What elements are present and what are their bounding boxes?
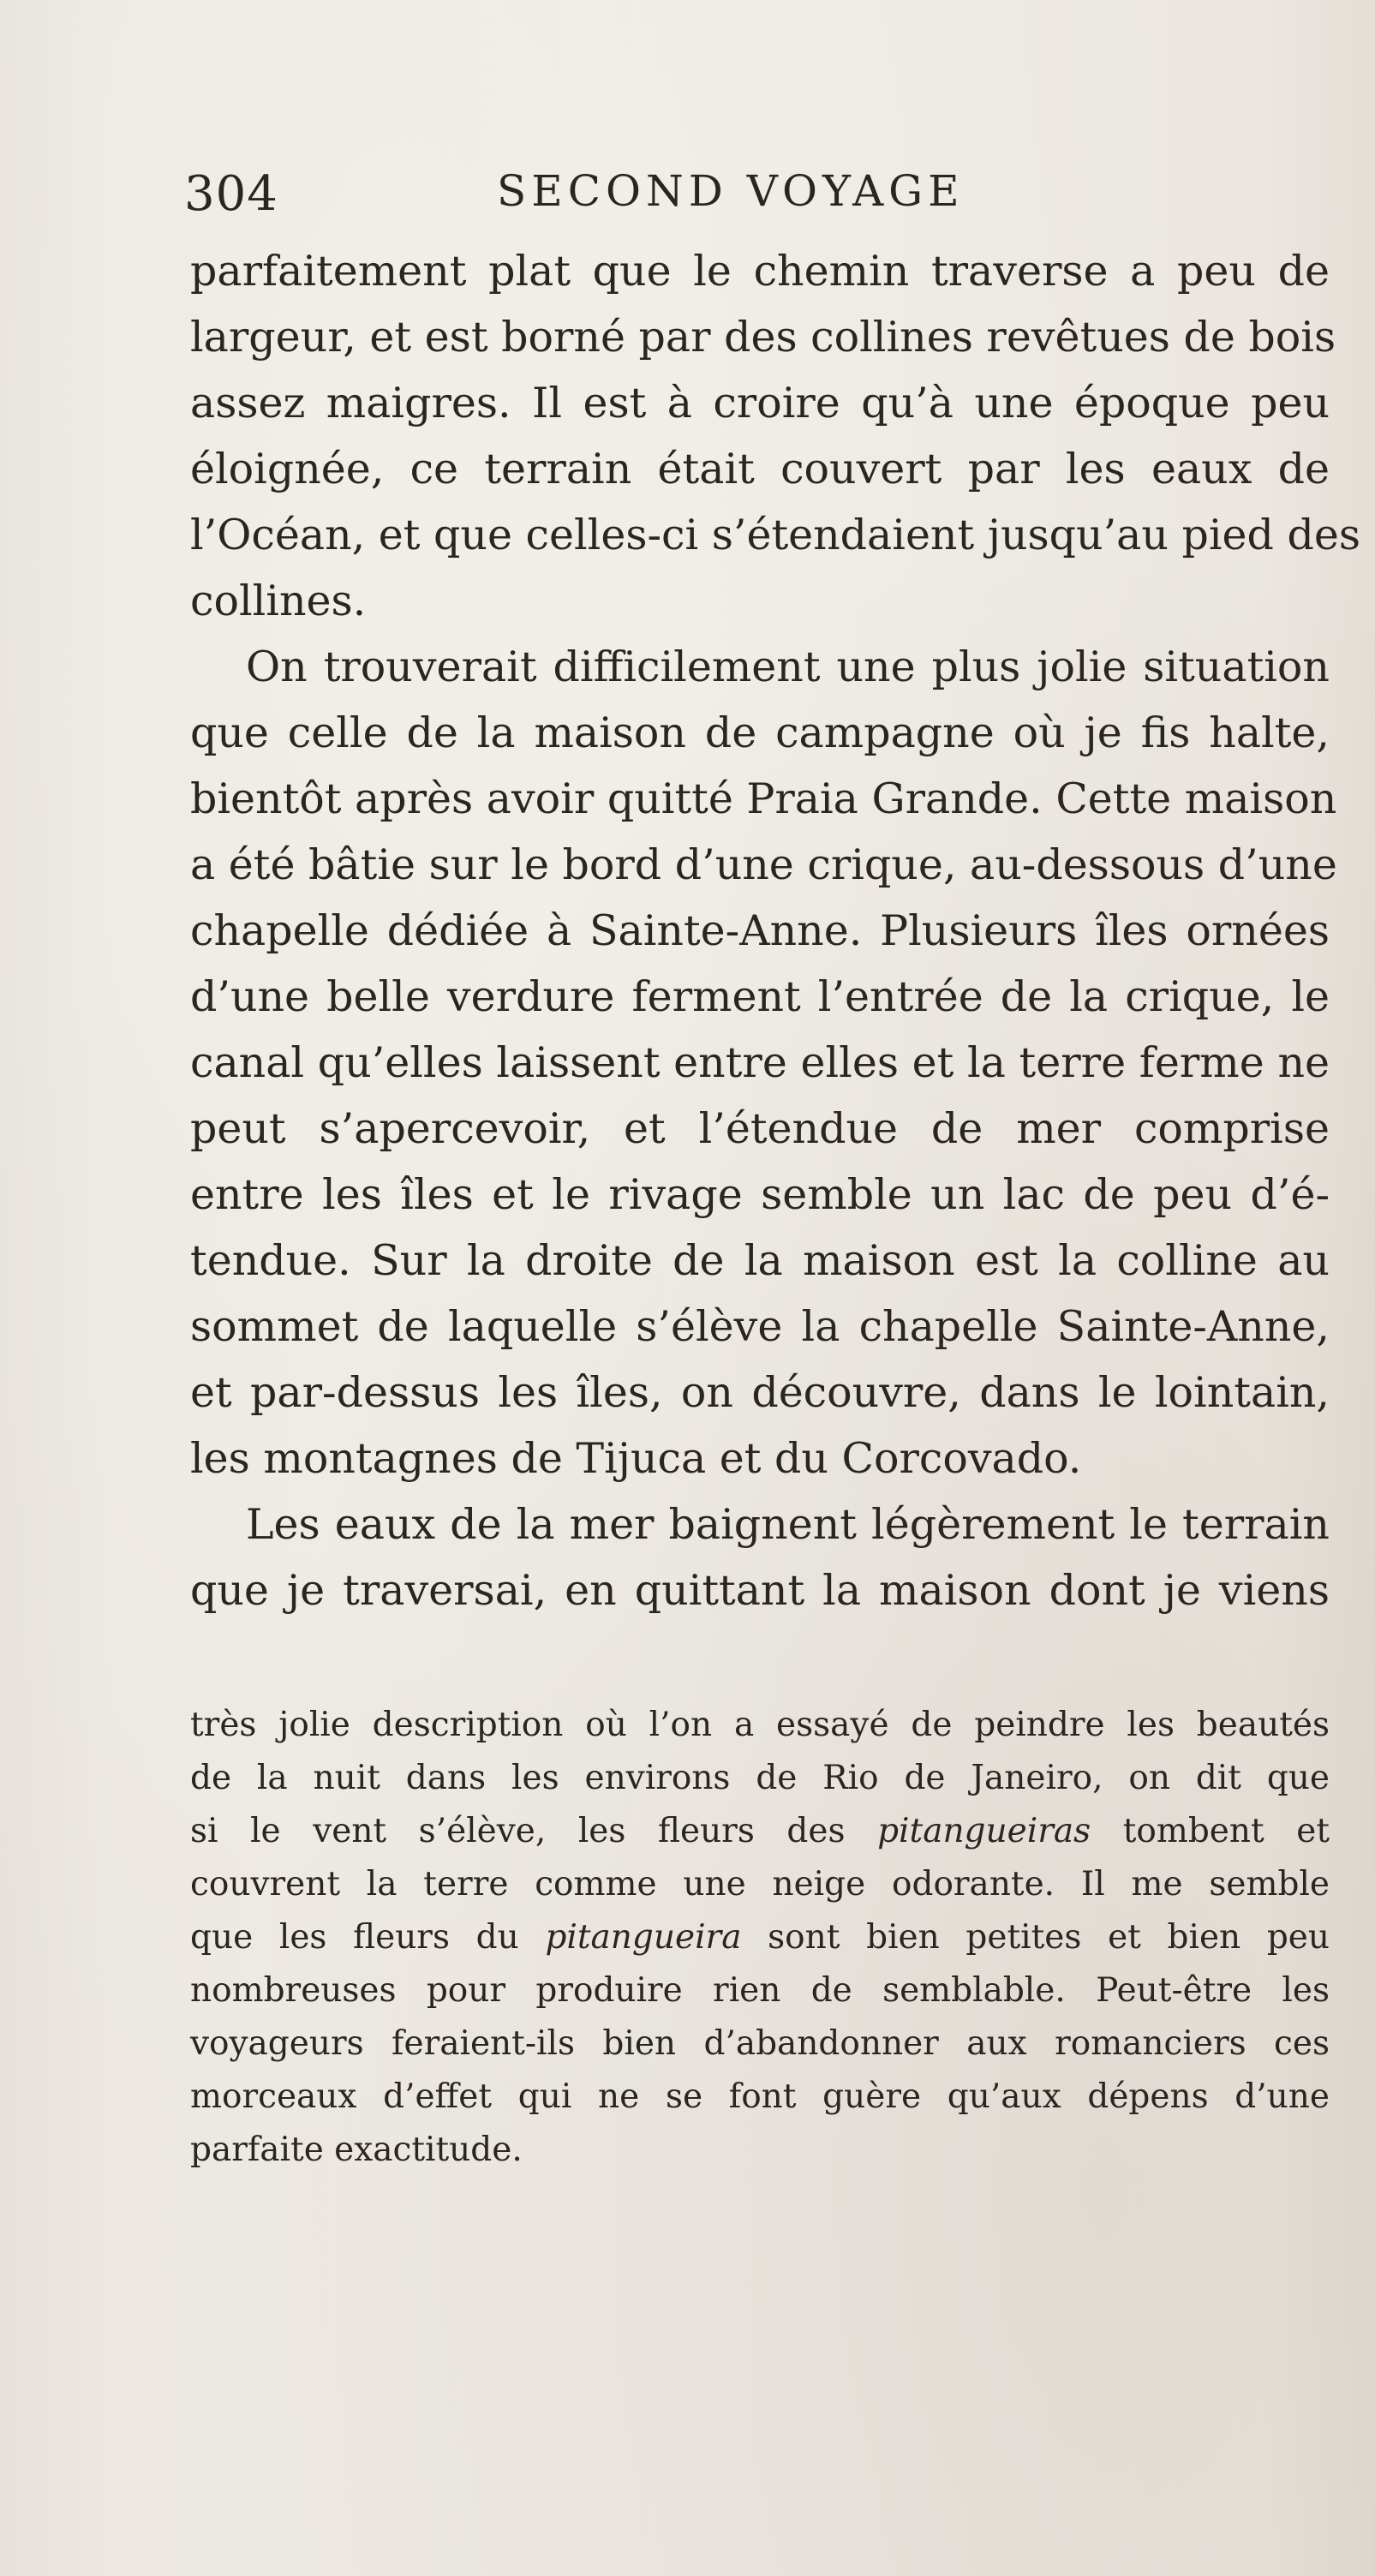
footnote-line: de la nuit dans les environs de Rio de Janeiro, on dit que <box>190 1759 1330 1797</box>
footnote-line <box>190 1805 1330 1858</box>
running-head: SECOND VOYAGE <box>497 166 965 216</box>
text-line: collines. <box>190 577 367 625</box>
footnote-line: couvrent la terre comme une neige odorante. Il me semble <box>190 1865 1330 1904</box>
text-line: l’Océan, et que celles-ci s’étendaient jusqu’au pied des <box>190 511 1360 559</box>
footnote-line: parfaite exactitude. <box>190 2131 523 2169</box>
footnote-line: très jolie description où l’on a essayé de peindre les beautés <box>190 1706 1330 1744</box>
text-line: que je traversai, en quittant la maison dont je viens <box>190 1566 1330 1615</box>
text-line: assez maigres. Il est à croire qu’à une époque peu <box>190 379 1330 427</box>
footnote-line: morceaux d’effet qui ne se font guère qu’aux dépens d’une <box>190 2077 1330 2116</box>
text-line: éloignée, ce terrain était couvert par les eaux de <box>190 445 1330 493</box>
page-header <box>184 166 1324 226</box>
text-line: les montagnes de Tijuca et du Corcovado. <box>190 1434 1082 1483</box>
footnote-text: sont bien petites et bien peu <box>768 1918 1330 1957</box>
footnote-line: voyageurs feraient-ils bien d’abandonner aux romanciers ces <box>190 2024 1330 2063</box>
italic-term: pitangueiras <box>877 1812 1091 1850</box>
footnote-line <box>190 1911 1330 1964</box>
text-line: d’une belle verdure ferment l’entrée de la crique, le <box>190 972 1330 1021</box>
footnote <box>190 1699 1330 2177</box>
text-line: entre les îles et le rivage semble un lac de peu d’é- <box>190 1170 1330 1219</box>
text-line: peut s’apercevoir, et l’étendue de mer comprise <box>190 1104 1330 1153</box>
page-number: 304 <box>184 166 278 222</box>
text-line: que celle de la maison de campagne où je fis halte, <box>190 708 1330 757</box>
footnote-text: tombent et <box>1122 1812 1330 1850</box>
paragraph-first-line: On trouverait difficilement une plus jolie situation <box>246 643 1330 691</box>
text-line: bientôt après avoir quitté Praia Grande. Cette maison <box>190 774 1337 823</box>
text-line: largeur, et est borné par des collines revêtues de bois <box>190 313 1336 362</box>
text-line: sommet de laquelle s’élève la chapelle Sainte-Anne, <box>190 1302 1330 1351</box>
text-line: chapelle dédiée à Sainte-Anne. Plusieurs îles ornées <box>190 906 1330 955</box>
text-line: a été bâtie sur le bord d’une crique, au-dessous d’une <box>190 840 1337 889</box>
text-line: et par-dessus les îles, on découvre, dans le lointain, <box>190 1368 1330 1417</box>
text-line: canal qu’elles laissent entre elles et la terre ferme ne <box>190 1038 1330 1087</box>
body-text <box>190 238 1360 1623</box>
italic-term: pitangueira <box>545 1918 742 1957</box>
footnote-text: que les fleurs du <box>190 1918 519 1957</box>
footnote-line: nombreuses pour produire rien de semblable. Peut-être les <box>190 1971 1330 2010</box>
text-line: parfaitement plat que le chemin traverse a peu de <box>190 247 1330 296</box>
text-line: tendue. Sur la droite de la maison est la colline au <box>190 1236 1330 1285</box>
footnote-text: si le vent s’élève, les fleurs des <box>190 1812 846 1850</box>
paragraph-first-line: Les eaux de la mer baignent légèrement le terrain <box>246 1500 1330 1549</box>
